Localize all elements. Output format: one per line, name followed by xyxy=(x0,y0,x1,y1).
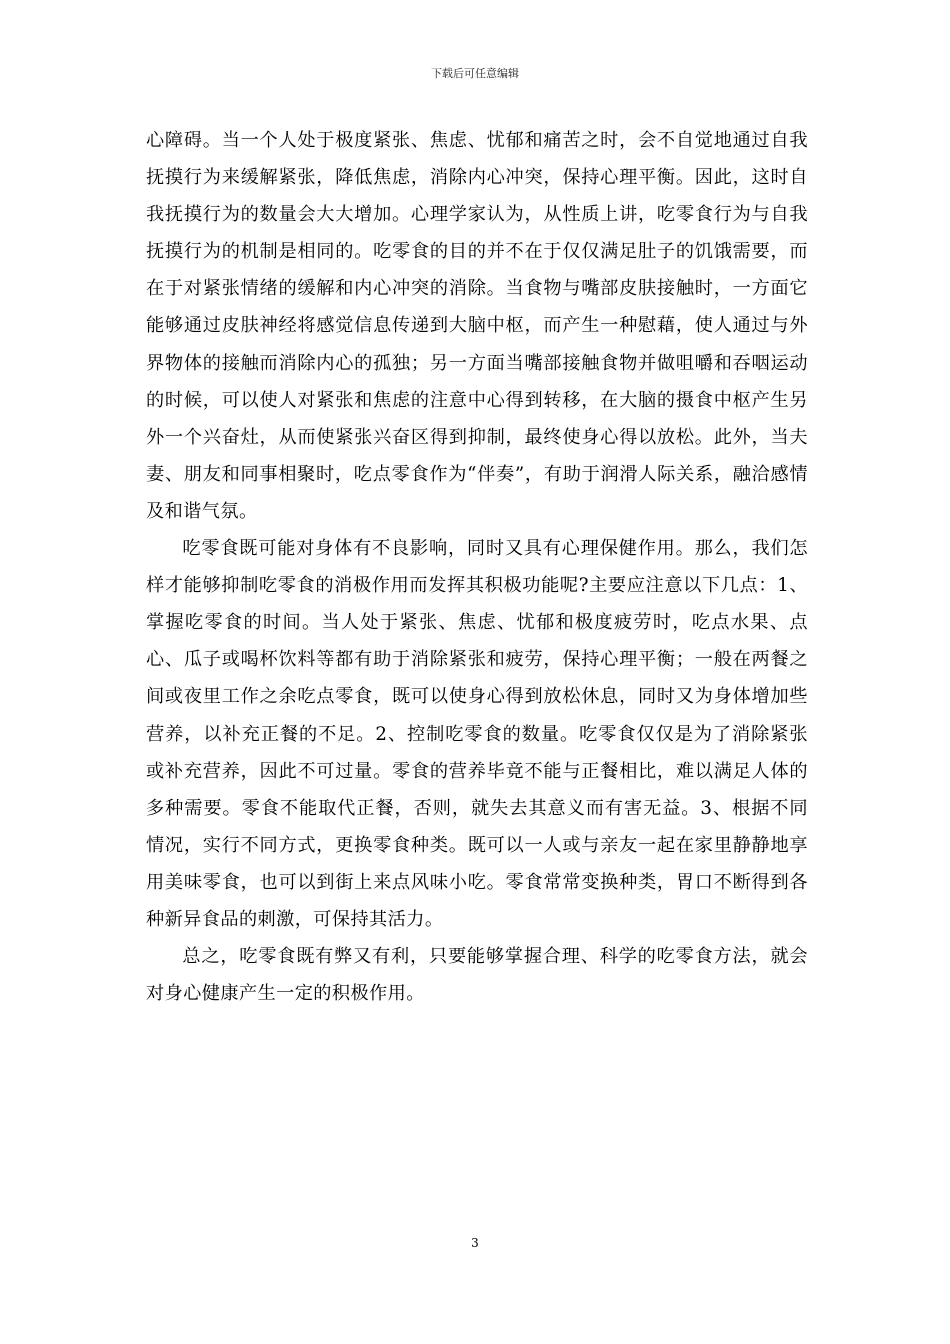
document-body xyxy=(146,122,808,1012)
page-number: 3 xyxy=(471,1236,479,1250)
paragraph-2: 吃零食既可能对身体有不良影响，同时又具有心理保健作用。那么，我们怎样才能够抑制吃零食的消极作用而发挥其积极功能呢?主要应注意以下几点：1、掌握吃零食的时间。当人处于紧张、焦虑、忧郁和极度疲劳时，吃点水果、点心、瓜子或喝杯饮料等都有助于消除紧张和疲劳，保持心理平衡；一般在两餐之间或夜里工作之余吃点零食，既可以使身心得到放松休息，同时又为身体增加些营养，以补充正餐的不足。2、控制吃零食的数量。吃零食仅仅是为了消除紧张或补充营养，因此不可过量。零食的营养毕竟不能与正餐相比，难以满足人体的多种需要。零食不能取代正餐，否则，就失去其意义而有害无益。3、根据不同情况，实行不同方式，更换零食种类。既可以一人或与亲友一起在家里静静地享用美味零食，也可以到街上来点风味小吃。零食常常变换种类，胃口不断得到各种新异食品的刺激，可保持其活力。 xyxy=(146,538,808,930)
page-header: 下载后可任意编辑 xyxy=(431,67,519,80)
paragraph-3: 总之，吃零食既有弊又有利，只要能够掌握合理、科学的吃零食方法，就会对身心健康产生一定的积极作用。 xyxy=(146,946,808,1005)
paragraph-1: 心障碍。当一个人处于极度紧张、焦虑、忧郁和痛苦之时，会不自觉地通过自我抚摸行为来缓解紧张，降低焦虑，消除内心冲突，保持心理平衡。因此，这时自我抚摸行为的数量会大大增加。心理学家认为，从性质上讲，吃零食行为与自我抚摸行为的机制是相同的。吃零食的目的并不在于仅仅满足肚子的饥饿需要，而在于对紧张情绪的缓解和内心冲突的消除。当食物与嘴部皮肤接触时，一方面它能够通过皮肤神经将感觉信息传递到大脑中枢，而产生一种慰藉，使人通过与外界物体的接触而消除内心的孤独；另一方面当嘴部接触食物并做咀嚼和吞咽运动的时候，可以使人对紧张和焦虑的注意中心得到转移，在大脑的摄食中枢产生另外一个兴奋灶，从而使紧张兴奋区得到抑制，最终使身心得以放松。此外，当夫妻、朋友和同事相聚时，吃点零食作为“伴奏”，有助于润滑人际关系，融洽感情及和谐气氛。 xyxy=(146,130,808,522)
